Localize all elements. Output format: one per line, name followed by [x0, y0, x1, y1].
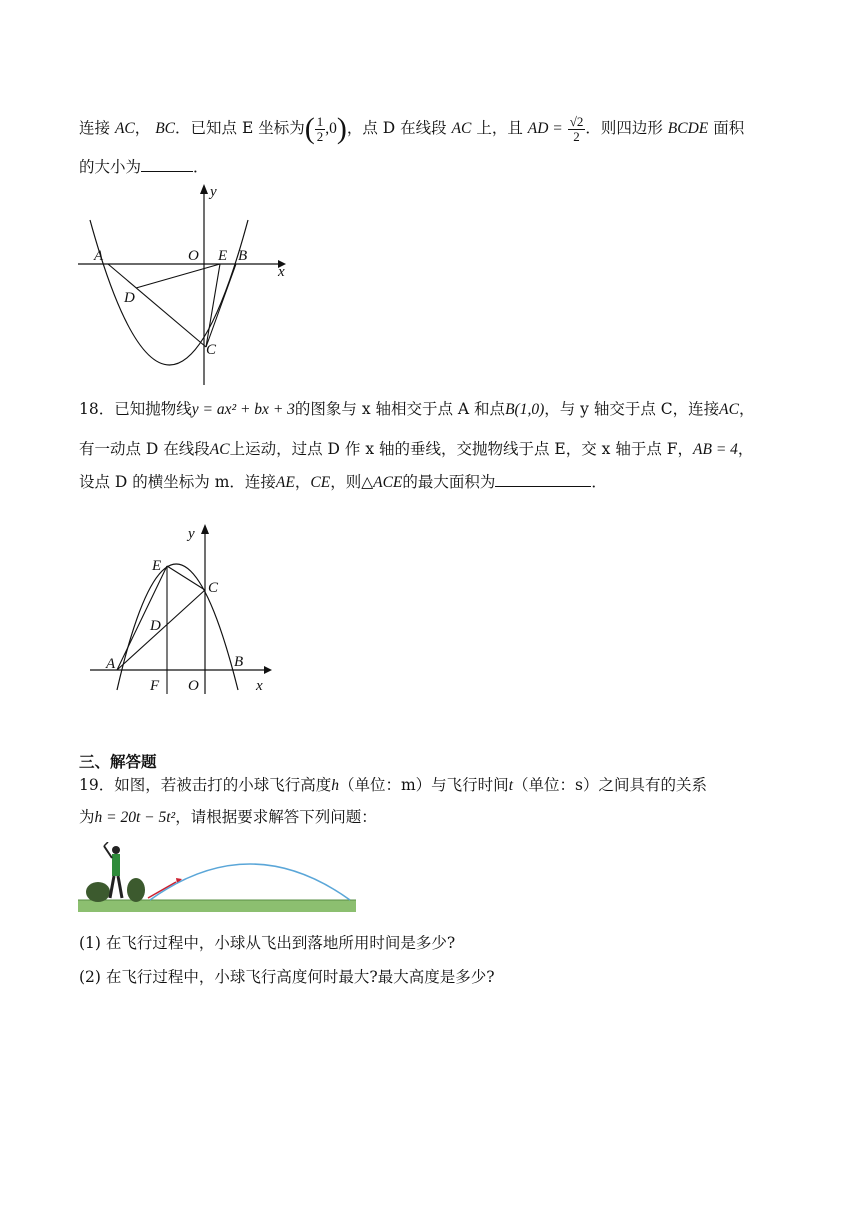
text: 的大小为 [79, 158, 142, 176]
trajectory-arrow [148, 882, 176, 898]
math-AC: AC [209, 441, 230, 458]
label-B: B [234, 654, 244, 670]
text: ． [591, 473, 607, 491]
label-O: O [188, 248, 199, 264]
text: ，请根据要求解答下列问题： [175, 808, 377, 826]
segment-BC [206, 264, 236, 347]
text: ， [738, 400, 755, 418]
q17-figure [70, 180, 300, 390]
math-equation: y = ax² + bx + 3 [191, 401, 295, 418]
label-A: A [94, 248, 104, 264]
text: 有一动点 D 在线段 [79, 440, 210, 458]
parabola [90, 220, 248, 365]
label-D: D [150, 618, 161, 634]
label-E: E [152, 558, 162, 574]
q19-sub2: (2) 在飞行过程中，小球飞行高度何时最大?最大高度是多少? [79, 968, 495, 986]
coord-rest: ,0 [325, 120, 337, 137]
text: ．已知点 E 坐标为 [175, 119, 305, 137]
label-x: x [256, 678, 263, 694]
answer-blank [141, 157, 193, 172]
fraction-sqrt2-over-2 [568, 115, 586, 144]
q19-sub1: (1) 在飞行过程中，小球从飞出到落地所用时间是多少? [79, 934, 456, 952]
label-C: C [208, 580, 219, 596]
paren-right: ) [336, 112, 347, 145]
math-AC: AC [114, 120, 135, 137]
q18-line3 [79, 471, 607, 494]
text: 的最大面积为 [402, 473, 496, 491]
text: ． [193, 158, 209, 176]
segment-AC [108, 264, 206, 347]
text: （单位：m）与飞行时间 [338, 776, 509, 794]
text: ．则四边形 [585, 119, 663, 137]
math-t: t [508, 777, 513, 794]
q19-line1 [79, 774, 707, 797]
segment-EC [167, 566, 205, 590]
math-BC: BC [155, 120, 176, 137]
label-F: F [150, 678, 160, 694]
ball-trajectory [150, 864, 350, 900]
text: 18．已知抛物线 [79, 400, 192, 418]
text: 为 [79, 808, 95, 826]
label-O: O [188, 678, 199, 694]
text: 设点 D 的横坐标为 m．连接 [79, 473, 276, 491]
segment-AC [117, 590, 205, 670]
q18-figure [80, 518, 280, 700]
math-CE: CE [310, 474, 331, 491]
answer-blank [495, 472, 591, 487]
numerator: 1 [316, 113, 324, 129]
math-BCDE: BCDE [667, 120, 709, 137]
text: 上运动，过点 D 作 x 轴的垂线，交抛物线于点 E，交 x 轴于点 F， [229, 440, 694, 458]
label-B: B [238, 248, 248, 264]
text: ， [134, 119, 151, 137]
math-h: h [331, 777, 339, 794]
math-AD: AD = [527, 120, 563, 137]
q18-line2 [79, 438, 753, 461]
parabola [117, 564, 238, 690]
numerator: √2 [569, 113, 584, 129]
paren-left: ( [304, 112, 315, 145]
q17-line1 [79, 114, 744, 144]
segment-CE [206, 264, 220, 347]
math-equation: h = 20t − 5t² [94, 809, 176, 826]
label-C: C [206, 342, 217, 358]
text: 上，且 [476, 119, 523, 137]
math-AC: AC [451, 120, 472, 137]
q18-line1 [79, 398, 754, 421]
denominator: 2 [573, 128, 580, 144]
x-axis-arrow [264, 666, 272, 674]
bush-left [86, 882, 110, 902]
ground [78, 900, 356, 912]
y-axis-arrow [201, 524, 209, 534]
text: ，点 D 在线段 [346, 119, 447, 137]
q19-line2 [79, 806, 377, 829]
text: ，则△ [330, 473, 374, 491]
label-y: y [210, 184, 217, 200]
bush-right [127, 878, 145, 902]
y-axis-arrow [200, 184, 208, 194]
math-AB: AB = 4 [693, 441, 738, 458]
math-AE: AE [275, 474, 295, 491]
math-ACE: ACE [373, 474, 403, 491]
text: ， [294, 473, 311, 491]
label-y: y [188, 526, 195, 542]
math-AC: AC [719, 401, 739, 418]
fraction-half [315, 115, 326, 144]
segment-DE [136, 264, 220, 288]
label-D: D [124, 290, 135, 306]
text: ， [737, 440, 754, 458]
label-x: x [278, 264, 285, 280]
text: 连接 [79, 119, 111, 137]
denominator: 2 [316, 128, 324, 144]
label-E: E [218, 248, 228, 264]
text: 19．如图，若被击打的小球飞行高度 [79, 776, 332, 794]
text: （单位：s）之间具有的关系 [513, 776, 707, 794]
text: ，与 y 轴交于点 C，连接 [544, 400, 720, 418]
section-heading: 三、解答题 [79, 753, 157, 771]
math-B: B(1,0) [505, 401, 545, 418]
golf-illustration [78, 842, 358, 914]
q17-line2 [79, 156, 209, 178]
label-A: A [106, 656, 116, 672]
text: 面积 [713, 119, 745, 137]
text: 的图象与 x 轴相交于点 A 和点 [294, 400, 506, 418]
